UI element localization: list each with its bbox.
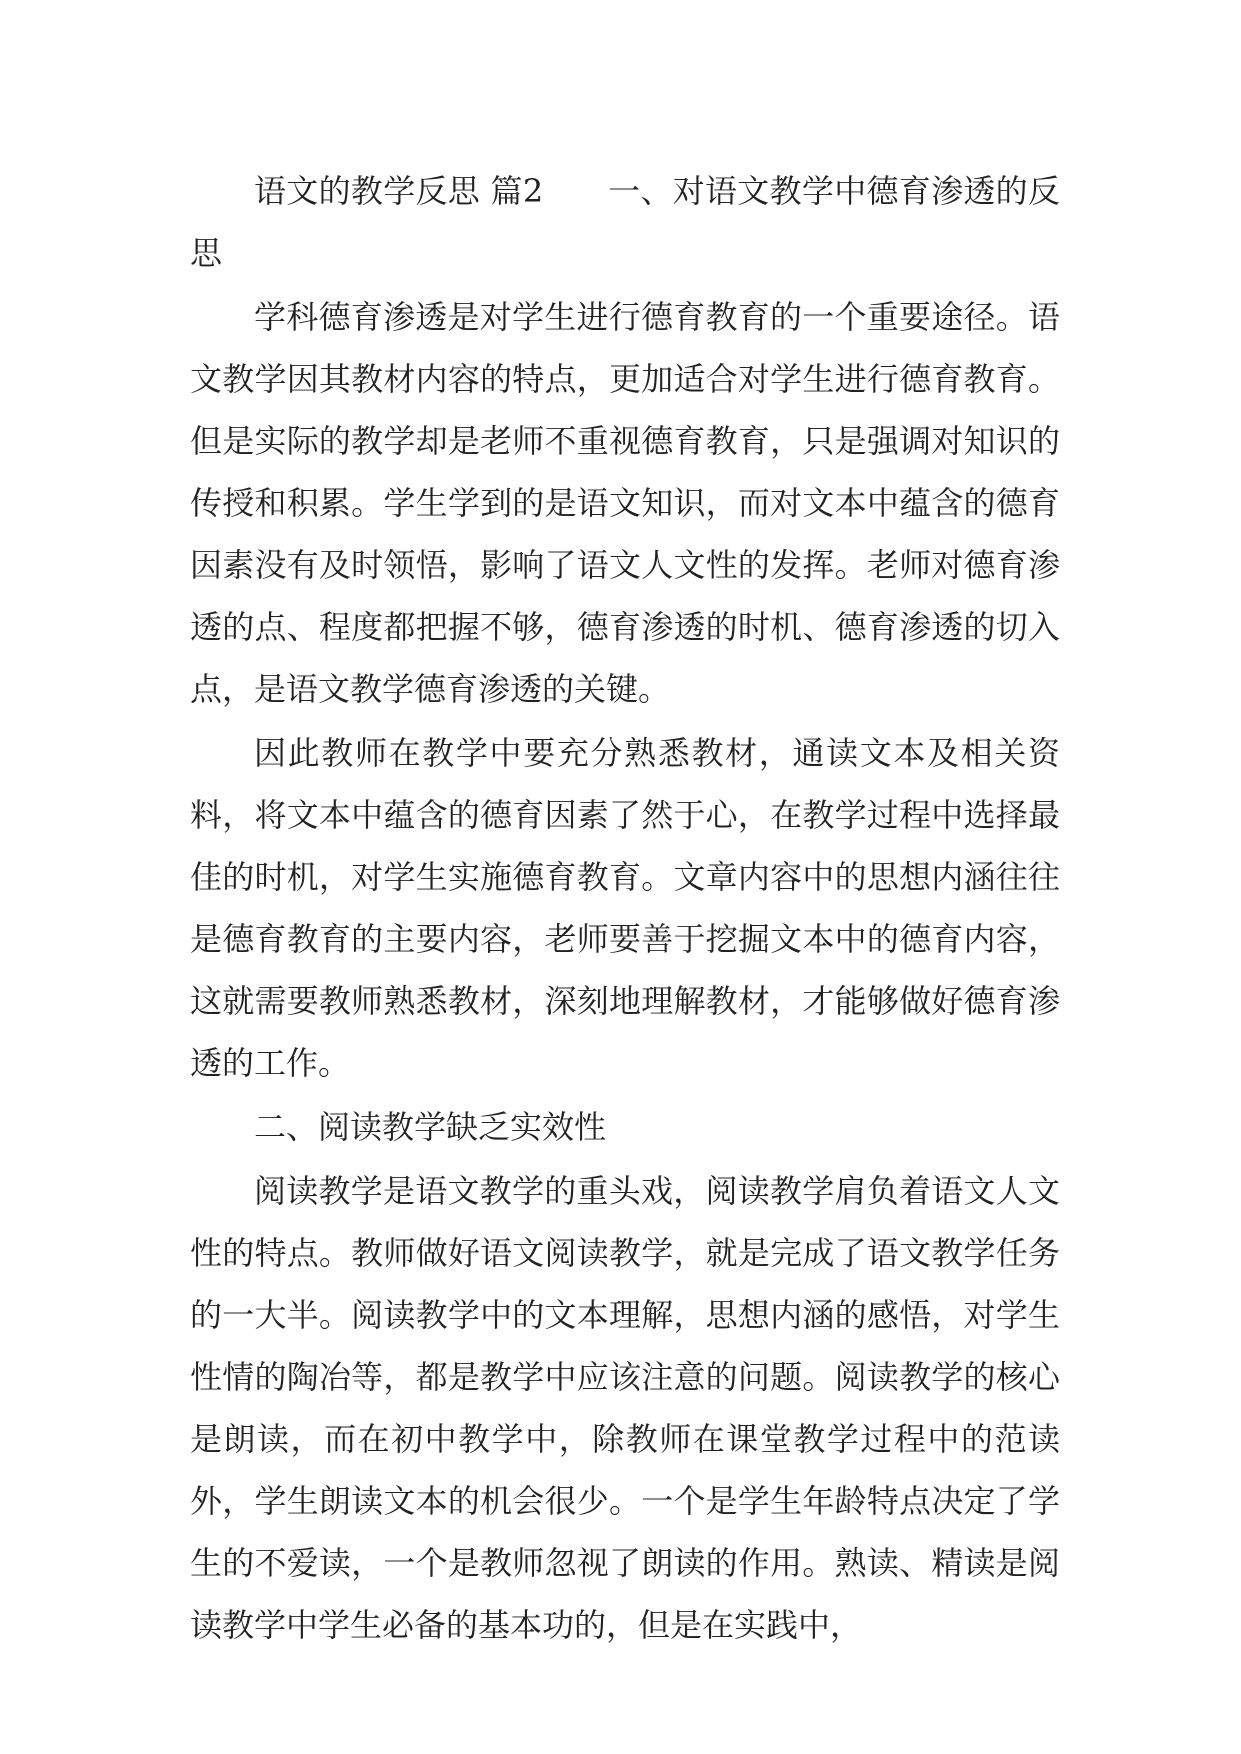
section-heading-2: 二、阅读教学缺乏实效性 [254,1108,607,1146]
paragraph-1: 学科德育渗透是对学生进行德育教育的一个重要途径。语文教学因其教材内容的特点，更加适合对学生进行德育教育。但是实际的教学却是老师不重视德育教育，只是强调对知识的传授和积累。学生学到的是语文知识，而对文本中蕴含的德育因素没有及时领悟，影响了语文人文性的发挥。老师对德育渗透的点、程度都把握不够，德育渗透的时机、德育渗透的切入点，是语文教学德育渗透的关键。 [190,298,1060,708]
document-heading: 语文的教学反思 篇2 一、对语文教学中德育渗透的反思 [190,172,1060,272]
document-body [190,160,1060,1656]
paragraph-2: 因此教师在教学中要充分熟悉教材，通读文本及相关资料，将文本中蕴含的德育因素了然于心，在教学过程中选择最佳的时机，对学生实施德育教育。文章内容中的思想内涵往往是德育教育的主要内容，老师要善于挖掘文本中的德育内容，这就需要教师熟悉教材，深刻地理解教材，才能够做好德育渗透的工作。 [190,734,1060,1082]
paragraph-3: 阅读教学是语文教学的重头戏，阅读教学肩负着语文人文性的特点。教师做好语文阅读教学，就是完成了语文教学任务的一大半。阅读教学中的文本理解，思想内涵的感悟，对学生性情的陶冶等，都是教学中应该注意的问题。阅读教学的核心是朗读，而在初中教学中，除教师在课堂教学过程中的范读外，学生朗读文本的机会很少。一个是学生年龄特点决定了学生的不爱读，一个是教师忽视了朗读的作用。熟读、精读是阅读教学中学生必备的基本功的，但是在实践中， [190,1172,1060,1644]
